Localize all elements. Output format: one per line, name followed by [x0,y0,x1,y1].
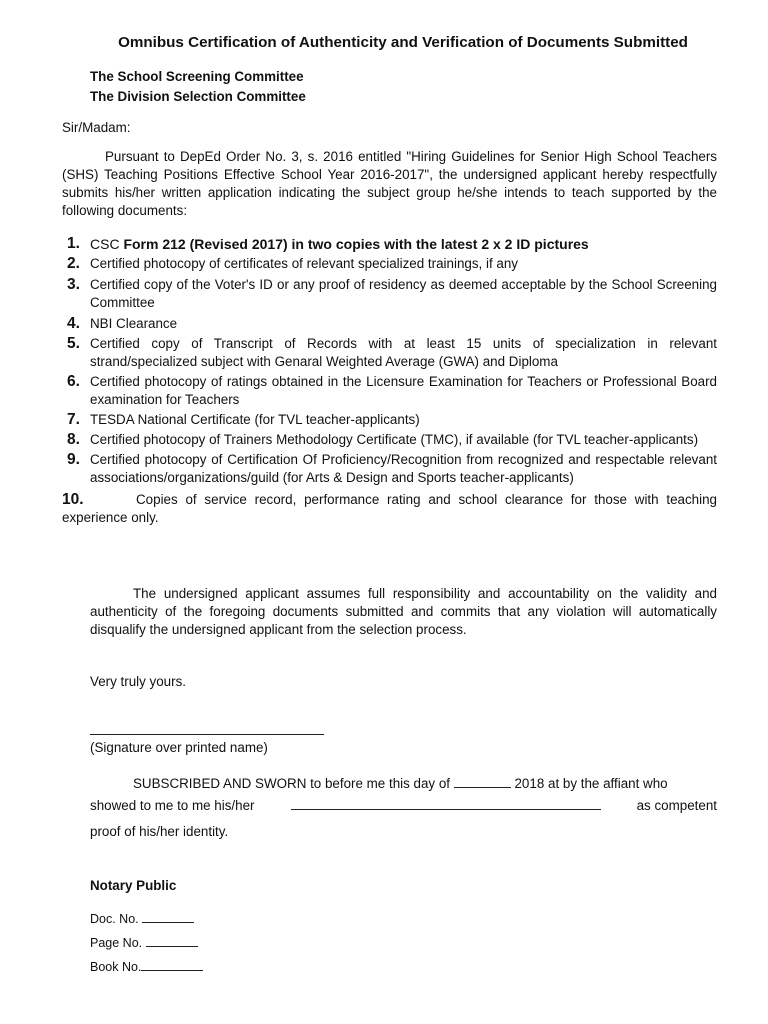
item-number: 3. [67,276,80,293]
item-number: 2. [67,255,80,272]
addressee-selection-committee: The Division Selection Committee [90,89,306,104]
doc-no-label: Doc. No. [90,912,139,926]
list-item [62,373,717,409]
signature-line [90,733,324,735]
item-text: Form 212 (Revised 2017) in two copies with the latest 2 x 2 ID pictures [123,236,589,252]
intro-paragraph: Pursuant to DepEd Order No. 3, s. 2016 entitled "Hiring Guidelines for Senior High School Teachers (SHS) Teaching Positions Effective School Year 2016-2017", the undersigned applicant hereby respectfully submits his/her written application indicating the subject group he/she intends to teach supported by the following documents: [62,149,717,218]
signature-caption: (Signature over printed name) [90,740,268,755]
item-text: Copies of service record, performance rating and school clearance for those with teaching experience only. [62,492,717,525]
day-blank [454,775,511,788]
doc-no-field [90,910,194,928]
item-number: 7. [67,411,80,428]
item-text: Certified photocopy of certificates of relevant specialized trainings, if any [90,256,518,271]
book-no-blank [141,958,203,971]
page-no-label: Page No. [90,936,143,950]
list-item [62,276,717,312]
document-title: Omnibus Certification of Authenticity and Verification of Documents Submitted [118,34,688,51]
list-item [62,411,717,429]
list-item [62,451,717,487]
list-item [62,431,717,449]
item-text-prefix: CSC [90,236,124,252]
item-number: 1. [67,235,80,252]
sworn-text-a: SUBSCRIBED AND SWORN to before me this day of [133,776,451,791]
identity-blank [291,797,601,810]
sworn-statement-line-2 [90,797,717,815]
closing-text: Very truly yours. [90,674,186,689]
list-item [62,235,717,253]
item-number: 9. [67,451,80,468]
item-text: Certified photocopy of Trainers Methodology Certificate (TMC), if available (for TVL teacher-applicants) [90,432,699,447]
sworn-text-d: as competent [636,798,717,813]
page-no-blank [146,934,198,947]
item-text: Certified photocopy of ratings obtained in the Licensure Examination for Teachers or Professional Board examination for Teachers [90,374,717,407]
sworn-text-b: 2018 at by the affiant who [514,776,668,791]
salutation: Sir/Madam: [62,120,131,135]
list-item [62,491,717,527]
list-item [62,335,717,371]
book-no-field [90,958,203,976]
notary-public-label: Notary Public [90,878,177,893]
addressee-screening-committee: The School Screening Committee [90,69,304,84]
item-number: 8. [67,431,80,448]
item-text: Certified photocopy of Certification Of Proficiency/Recognition from recognized and respectable relevant associations/organizations/guild (for Arts & Design and Sports teacher-applicants) [90,452,717,485]
item-text: Certified copy of Transcript of Records with at least 15 units of specialization in relevant strand/specialized subject with Genaral Weighted Average (GWA) and Diploma [90,336,717,369]
list-item [62,315,717,333]
doc-no-blank [142,910,194,923]
book-no-label: Book No. [90,960,142,974]
item-number: 6. [67,373,80,390]
sworn-statement [90,771,717,797]
item-text: NBI Clearance [90,316,178,331]
sworn-text-e: proof of his/her identity. [90,824,229,839]
item-number: 5. [67,335,80,352]
item-number: 4. [67,315,80,332]
sworn-text-c: showed to me to me his/her [90,798,255,813]
page-no-field [90,934,198,952]
item-text: Certified copy of the Voter's ID or any proof of residency as deemed acceptable by the School Screening Committee [90,277,717,310]
responsibility-paragraph: The undersigned applicant assumes full responsibility and accountability on the validity and authenticity of the foregoing documents submitted and commits that any violation will automatically disqualify the undersigned applicant from the selection process. [90,586,717,637]
list-item [62,255,717,273]
document-list [62,235,717,527]
item-number: 10. [62,491,84,508]
item-text: TESDA National Certificate (for TVL teacher-applicants) [90,412,420,427]
